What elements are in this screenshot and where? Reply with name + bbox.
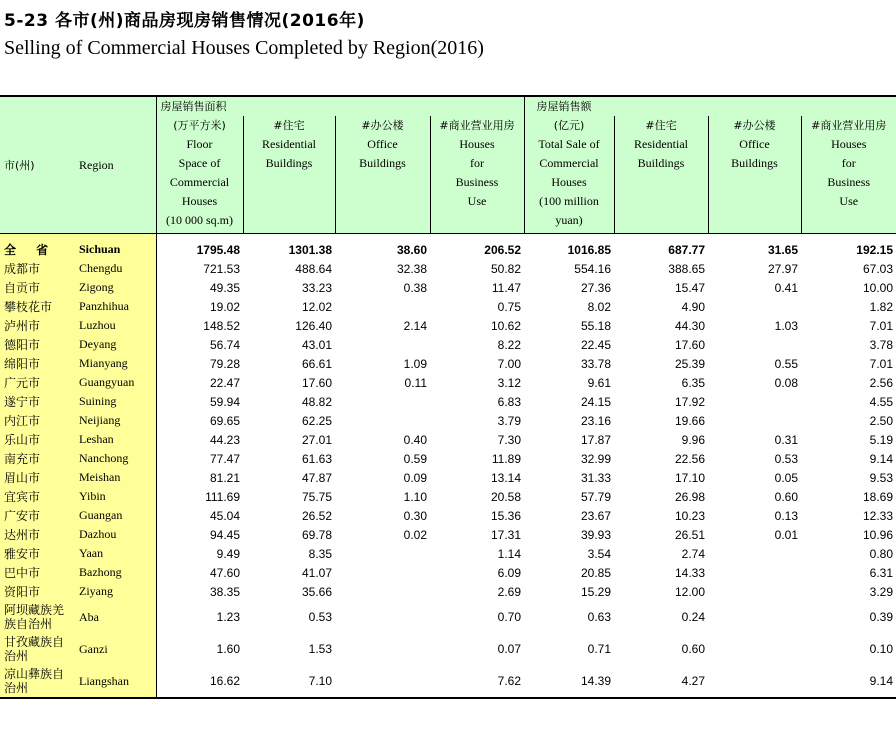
value-cell: 20.85 xyxy=(580,565,611,580)
table-row xyxy=(0,316,896,335)
value-cell: 1.53 xyxy=(308,642,332,656)
table-row xyxy=(0,582,896,601)
value-cell: 554.16 xyxy=(574,261,611,276)
value-cell: 8.02 xyxy=(587,299,611,314)
value-cell: 126.40 xyxy=(295,318,332,333)
value-cell xyxy=(708,665,801,698)
value-cell: 12.33 xyxy=(862,508,893,523)
table-row xyxy=(0,665,896,698)
header-line: Floor xyxy=(186,137,213,151)
value-cell: 0.39 xyxy=(869,610,893,624)
value-cell: 33.23 xyxy=(301,280,332,295)
region-name-cell: Deyang xyxy=(75,335,156,354)
value-cell: 11.47 xyxy=(491,280,521,295)
table-row xyxy=(0,354,896,373)
region-name-cell: Mianyang xyxy=(75,354,156,373)
value-cell: 7.00 xyxy=(497,356,521,371)
value-cell: 31.33 xyxy=(580,470,611,485)
table-row xyxy=(0,234,896,260)
value-cell xyxy=(335,633,430,665)
value-cell: 16.62 xyxy=(156,665,243,698)
city-name-cell: 甘孜藏族自治州 xyxy=(0,633,75,665)
city-name-cell: 南充市 xyxy=(0,449,75,468)
value-cell xyxy=(335,544,430,563)
header-line: Buildings xyxy=(265,156,313,170)
value-cell: 0.07 xyxy=(497,642,521,656)
header-group-sales-value: 房屋销售额 xyxy=(524,96,896,116)
value-cell: 1.82 xyxy=(869,299,893,314)
value-cell xyxy=(335,582,430,601)
header-sales-total xyxy=(524,116,614,234)
value-cell: 43.01 xyxy=(301,337,332,352)
value-cell: 192.15 xyxy=(856,242,893,257)
city-name-cell: 达州市 xyxy=(0,525,75,544)
value-cell: 0.38 xyxy=(403,280,427,295)
value-cell: 69.78 xyxy=(301,527,332,542)
city-name-cell: 内江市 xyxy=(0,411,75,430)
value-cell: 388.65 xyxy=(668,261,705,276)
value-cell: 1.23 xyxy=(216,610,240,624)
city-name-cell: 资阳市 xyxy=(0,582,75,601)
header-line: (10 000 sq.m) xyxy=(166,213,233,227)
value-cell: 61.63 xyxy=(301,451,332,466)
region-name-cell: Leshan xyxy=(75,430,156,449)
region-name-cell: Liangshan xyxy=(75,665,156,698)
value-cell: 0.75 xyxy=(497,299,521,314)
header-line: #办公楼 xyxy=(733,119,776,132)
table-body xyxy=(0,234,896,699)
table-row xyxy=(0,601,896,633)
value-cell: 0.60 xyxy=(774,489,798,504)
value-cell: 0.11 xyxy=(404,375,427,390)
value-cell: 7.01 xyxy=(869,356,893,371)
value-cell xyxy=(708,563,801,582)
value-cell: 0.53 xyxy=(774,451,798,466)
region-name-cell: Zigong xyxy=(75,278,156,297)
value-cell: 57.79 xyxy=(580,489,611,504)
value-cell: 81.21 xyxy=(209,470,240,485)
header-line: (亿元) xyxy=(553,119,585,132)
value-cell xyxy=(708,297,801,316)
value-cell: 15.29 xyxy=(580,584,611,599)
value-cell xyxy=(335,411,430,430)
value-cell xyxy=(708,633,801,665)
value-cell: 0.10 xyxy=(869,642,893,656)
table-row xyxy=(0,506,896,525)
value-cell xyxy=(708,411,801,430)
city-name-cell: 攀枝花市 xyxy=(0,297,75,316)
value-cell: 19.66 xyxy=(674,413,705,428)
header-line: Space of xyxy=(178,156,221,170)
header-line: Buildings xyxy=(731,156,778,170)
value-cell: 45.04 xyxy=(209,508,240,523)
value-cell: 25.39 xyxy=(674,356,705,371)
table-row xyxy=(0,633,896,665)
value-cell xyxy=(335,297,430,316)
value-cell: 0.55 xyxy=(774,356,798,371)
value-cell: 47.87 xyxy=(301,470,332,485)
value-cell xyxy=(708,582,801,601)
value-cell: 1.09 xyxy=(403,356,427,371)
header-line: Commercial xyxy=(169,175,230,189)
value-cell: 9.61 xyxy=(587,375,611,390)
header-line: (万平方米) xyxy=(173,119,226,132)
value-cell: 1795.48 xyxy=(196,242,240,257)
value-cell: 10.62 xyxy=(490,318,521,333)
value-cell: 10.00 xyxy=(862,280,893,295)
value-cell: 0.60 xyxy=(681,642,705,656)
value-cell: 11.89 xyxy=(491,451,521,466)
value-cell: 39.93 xyxy=(580,527,611,542)
region-name-cell: Neijiang xyxy=(75,411,156,430)
header-sales-business xyxy=(801,116,896,234)
region-name-cell: Guangan xyxy=(75,506,156,525)
header-line: Use xyxy=(839,194,859,208)
value-cell: 3.79 xyxy=(497,413,521,428)
region-name-cell: Aba xyxy=(75,601,156,633)
value-cell: 13.14 xyxy=(490,470,521,485)
header-line: yuan) xyxy=(555,213,583,227)
value-cell: 22.45 xyxy=(580,337,611,352)
header-line: Residential xyxy=(634,137,688,151)
value-cell: 1.14 xyxy=(497,546,521,561)
table-row xyxy=(0,449,896,468)
value-cell: 35.66 xyxy=(301,584,332,599)
value-cell: 69.65 xyxy=(209,413,240,428)
value-cell: 17.60 xyxy=(674,337,705,352)
value-cell: 32.38 xyxy=(396,261,427,276)
header-line: Business xyxy=(455,175,499,189)
value-cell: 0.02 xyxy=(403,527,427,542)
value-cell: 38.60 xyxy=(396,242,427,257)
region-name-cell: Sichuan xyxy=(75,234,156,260)
value-cell xyxy=(708,544,801,563)
value-cell: 27.01 xyxy=(301,432,332,447)
value-cell: 5.19 xyxy=(869,432,893,447)
value-cell: 3.12 xyxy=(497,375,521,390)
region-name-cell: Yaan xyxy=(75,544,156,563)
region-name-cell: Nanchong xyxy=(75,449,156,468)
value-cell: 7.01 xyxy=(869,318,893,333)
value-cell: 0.80 xyxy=(869,546,893,561)
header-line: for xyxy=(841,156,856,170)
header-line: Houses xyxy=(459,137,495,151)
header-line: Use xyxy=(467,194,487,208)
value-cell: 23.67 xyxy=(580,508,611,523)
value-cell: 94.45 xyxy=(209,527,240,542)
value-cell: 44.30 xyxy=(674,318,705,333)
value-cell: 2.56 xyxy=(869,375,893,390)
value-cell: 0.09 xyxy=(403,470,427,485)
value-cell: 1.60 xyxy=(216,642,240,656)
value-cell: 12.02 xyxy=(301,299,332,314)
value-cell: 0.40 xyxy=(403,432,427,447)
value-cell: 41.07 xyxy=(301,565,332,580)
value-cell: 4.55 xyxy=(869,394,893,409)
value-cell: 1.03 xyxy=(774,318,798,333)
city-name-cell: 广安市 xyxy=(0,506,75,525)
value-cell: 148.52 xyxy=(203,318,240,333)
value-cell: 14.39 xyxy=(524,665,614,698)
value-cell: 44.23 xyxy=(209,432,240,447)
value-cell: 9.53 xyxy=(869,470,893,485)
value-cell: 22.56 xyxy=(674,451,705,466)
value-cell: 19.02 xyxy=(209,299,240,314)
value-cell: 17.87 xyxy=(580,432,611,447)
city-name-cell: 德阳市 xyxy=(0,335,75,354)
city-name-cell: 泸州市 xyxy=(0,316,75,335)
region-name-cell: Yibin xyxy=(75,487,156,506)
value-cell: 687.77 xyxy=(668,242,705,257)
value-cell: 38.35 xyxy=(209,584,240,599)
value-cell: 9.14 xyxy=(869,451,893,466)
header-area-business xyxy=(430,116,524,234)
region-name-cell: Luzhou xyxy=(75,316,156,335)
header-line: Commercial xyxy=(539,156,599,170)
value-cell: 0.70 xyxy=(497,610,521,624)
header-line: Business xyxy=(827,175,871,189)
header-line: for xyxy=(470,156,484,170)
value-cell xyxy=(708,392,801,411)
value-cell: 49.35 xyxy=(209,280,240,295)
value-cell xyxy=(335,665,430,698)
city-name-cell: 眉山市 xyxy=(0,468,75,487)
value-cell: 55.18 xyxy=(580,318,611,333)
value-cell xyxy=(335,563,430,582)
value-cell: 26.98 xyxy=(674,489,705,504)
value-cell: 24.15 xyxy=(580,394,611,409)
table-row xyxy=(0,468,896,487)
table-row xyxy=(0,411,896,430)
value-cell: 6.83 xyxy=(497,394,521,409)
header-line: Residential xyxy=(262,137,316,151)
value-cell: 721.53 xyxy=(203,261,240,276)
value-cell: 1016.85 xyxy=(567,242,611,257)
value-cell: 0.59 xyxy=(403,451,427,466)
value-cell: 0.41 xyxy=(774,280,798,295)
value-cell: 3.78 xyxy=(869,337,893,352)
value-cell: 7.62 xyxy=(430,665,524,698)
region-name-cell: Dazhou xyxy=(75,525,156,544)
header-line: #商业营业用房 xyxy=(439,119,515,132)
city-name-cell: 阿坝藏族羌族自治州 xyxy=(0,601,75,633)
value-cell: 6.35 xyxy=(681,375,705,390)
value-cell: 0.13 xyxy=(774,508,798,523)
value-cell: 0.63 xyxy=(587,610,611,624)
region-name-cell: Ganzi xyxy=(75,633,156,665)
table-row xyxy=(0,297,896,316)
value-cell: 27.97 xyxy=(767,261,798,276)
value-cell: 33.78 xyxy=(580,356,611,371)
value-cell: 9.96 xyxy=(681,432,705,447)
value-cell: 56.74 xyxy=(209,337,240,352)
header-line: Office xyxy=(739,137,770,151)
region-name-cell: Bazhong xyxy=(75,563,156,582)
header-line: Office xyxy=(367,137,398,151)
value-cell: 3.54 xyxy=(587,546,611,561)
value-cell: 6.09 xyxy=(497,565,521,580)
table-row xyxy=(0,563,896,582)
value-cell: 26.51 xyxy=(674,527,705,542)
value-cell: 0.53 xyxy=(308,610,332,624)
value-cell: 12.00 xyxy=(674,584,705,599)
value-cell: 8.35 xyxy=(308,546,332,561)
header-line: #住宅 xyxy=(645,119,677,132)
value-cell: 17.92 xyxy=(674,394,705,409)
city-name-cell: 巴中市 xyxy=(0,563,75,582)
city-name-cell: 凉山彝族自治州 xyxy=(0,665,75,698)
city-name-cell: 宜宾市 xyxy=(0,487,75,506)
region-name-cell: Ziyang xyxy=(75,582,156,601)
city-name-cell: 绵阳市 xyxy=(0,354,75,373)
table-row xyxy=(0,278,896,297)
value-cell: 6.31 xyxy=(869,565,893,580)
header-area-office xyxy=(335,116,430,234)
city-name-cell: 全 省 xyxy=(0,234,75,260)
table-title-chinese: 5-23 各市(州)商品房现房销售情况(2016年) xyxy=(4,11,365,31)
header-sales-office xyxy=(708,116,801,234)
value-cell xyxy=(335,392,430,411)
city-name-cell: 雅安市 xyxy=(0,544,75,563)
value-cell xyxy=(708,601,801,633)
city-name-cell: 乐山市 xyxy=(0,430,75,449)
value-cell: 206.52 xyxy=(484,242,521,257)
header-line: (100 million xyxy=(539,194,599,208)
value-cell: 62.25 xyxy=(301,413,332,428)
value-cell: 488.64 xyxy=(295,261,332,276)
value-cell: 20.58 xyxy=(490,489,521,504)
header-line: Buildings xyxy=(359,156,406,170)
header-line: #商业营业用房 xyxy=(811,119,887,132)
header-group-floor-area: 房屋销售面积 xyxy=(156,96,524,116)
value-cell: 15.47 xyxy=(674,280,705,295)
value-cell: 10.23 xyxy=(674,508,705,523)
value-cell: 31.65 xyxy=(767,242,798,257)
value-cell: 27.36 xyxy=(580,280,611,295)
value-cell: 26.52 xyxy=(301,508,332,523)
header-area-residential xyxy=(243,116,335,234)
table-row xyxy=(0,544,896,563)
header-line: Total Sale of xyxy=(538,137,600,151)
value-cell: 75.75 xyxy=(301,489,332,504)
value-cell: 50.82 xyxy=(490,261,521,276)
header-line: Houses xyxy=(551,175,587,189)
region-name-cell: Meishan xyxy=(75,468,156,487)
value-cell xyxy=(335,335,430,354)
city-name-cell: 自贡市 xyxy=(0,278,75,297)
header-line: #办公楼 xyxy=(361,119,404,132)
value-cell: 0.30 xyxy=(403,508,427,523)
header-sales-residential xyxy=(614,116,708,234)
region-name-cell: Chengdu xyxy=(75,259,156,278)
value-cell xyxy=(335,601,430,633)
value-cell: 7.10 xyxy=(243,665,335,698)
value-cell: 66.61 xyxy=(301,356,332,371)
table-row xyxy=(0,335,896,354)
value-cell: 1.10 xyxy=(403,489,427,504)
city-name-cell: 遂宁市 xyxy=(0,392,75,411)
value-cell: 111.69 xyxy=(205,489,240,504)
region-name-cell: Guangyuan xyxy=(75,373,156,392)
header-city: 市(州) xyxy=(0,96,75,234)
city-name-cell: 成都市 xyxy=(0,259,75,278)
value-cell: 47.60 xyxy=(209,565,240,580)
region-name-cell: Suining xyxy=(75,392,156,411)
value-cell: 32.99 xyxy=(580,451,611,466)
value-cell: 2.50 xyxy=(869,413,893,428)
header-line: Houses xyxy=(831,137,867,151)
value-cell: 0.05 xyxy=(774,470,798,485)
value-cell: 59.94 xyxy=(209,394,240,409)
value-cell: 7.30 xyxy=(497,432,521,447)
value-cell: 0.71 xyxy=(587,642,611,656)
value-cell: 23.16 xyxy=(580,413,611,428)
table-row xyxy=(0,392,896,411)
header-line: Buildings xyxy=(637,156,685,170)
value-cell: 0.31 xyxy=(774,432,798,447)
value-cell: 17.10 xyxy=(674,470,705,485)
city-name-cell: 广元市 xyxy=(0,373,75,392)
header-area-total xyxy=(156,116,243,234)
value-cell: 0.24 xyxy=(681,610,705,624)
value-cell: 15.36 xyxy=(490,508,521,523)
table-title-english: Selling of Commercial Houses Completed by Region(2016) xyxy=(4,37,484,59)
value-cell: 2.14 xyxy=(403,318,427,333)
value-cell: 67.03 xyxy=(862,261,893,276)
value-cell: 9.49 xyxy=(216,546,240,561)
value-cell: 8.22 xyxy=(497,337,521,352)
value-cell: 4.90 xyxy=(681,299,705,314)
value-cell: 9.14 xyxy=(801,665,896,698)
value-cell: 3.29 xyxy=(869,584,893,599)
value-cell: 4.27 xyxy=(614,665,708,698)
value-cell: 10.96 xyxy=(862,527,893,542)
value-cell xyxy=(708,335,801,354)
value-cell: 2.69 xyxy=(497,584,521,599)
value-cell: 77.47 xyxy=(209,451,240,466)
value-cell: 22.47 xyxy=(209,375,240,390)
region-name-cell: Panzhihua xyxy=(75,297,156,316)
value-cell: 17.60 xyxy=(301,375,332,390)
table-row xyxy=(0,259,896,278)
value-cell: 17.31 xyxy=(490,527,521,542)
value-cell: 79.28 xyxy=(209,356,240,371)
value-cell: 1301.38 xyxy=(288,242,332,257)
header-region: Region xyxy=(75,96,156,234)
value-cell: 0.08 xyxy=(774,375,798,390)
value-cell: 18.69 xyxy=(862,489,893,504)
table-row xyxy=(0,525,896,544)
table-row xyxy=(0,430,896,449)
table-row xyxy=(0,373,896,392)
value-cell: 2.74 xyxy=(681,546,705,561)
header-line: Houses xyxy=(181,194,218,208)
data-table xyxy=(0,95,896,699)
table-row xyxy=(0,487,896,506)
header-line: #住宅 xyxy=(273,119,305,132)
value-cell: 0.01 xyxy=(774,527,798,542)
value-cell: 14.33 xyxy=(674,565,705,580)
value-cell: 48.82 xyxy=(301,394,332,409)
